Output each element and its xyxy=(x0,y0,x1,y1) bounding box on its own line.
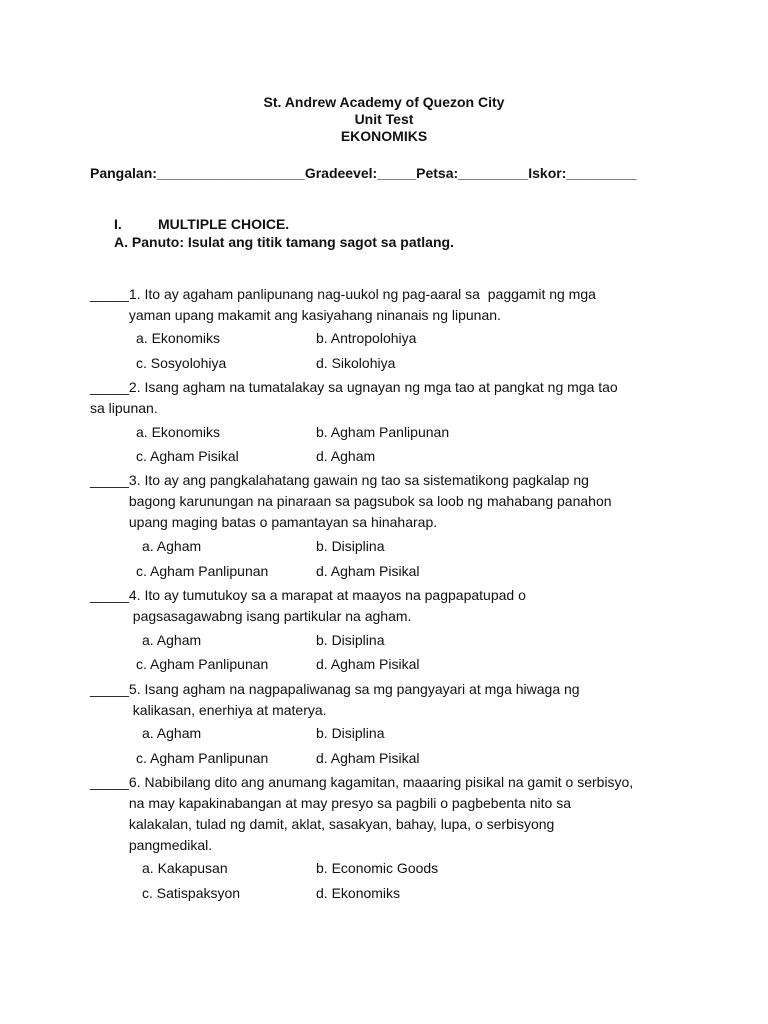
option-b: b. Agham Panlipunan xyxy=(316,424,450,440)
question-text-line: _____5. Isang agham na nagpapaliwanag sa mg pangyayari at mga hiwaga ng xyxy=(90,681,580,697)
option-d: d. Agham Pisikal xyxy=(316,656,420,672)
question-text-line: upang maging batas o pamantayan sa hinaharap. xyxy=(90,514,438,530)
student-info-line: Pangalan:___________________Gradeevel:_____Petsa:_________Iskor:_________ xyxy=(90,165,637,181)
option-a: a. Ekonomiks xyxy=(136,330,221,346)
test-type: Unit Test xyxy=(354,111,414,127)
section-heading xyxy=(114,216,289,232)
option-d: d. Agham Pisikal xyxy=(316,750,420,766)
document-header xyxy=(0,94,768,145)
section-number: I. xyxy=(114,216,122,232)
option-b: b. Disiplina xyxy=(316,725,385,741)
subject-title: EKONOMIKS xyxy=(340,128,428,144)
option-b: b. Economic Goods xyxy=(316,860,439,876)
question-text-line: _____1. Ito ay agaham panlipunang nag-uukol ng pag-aaral sa paggamit ng mga xyxy=(90,286,596,302)
option-c: c. Agham Pisikal xyxy=(136,448,239,464)
option-c: c. Agham Panlipunan xyxy=(136,656,269,672)
option-c: c. Agham Panlipunan xyxy=(136,750,269,766)
question-text-line: na may kapakinabangan at may presyo sa pagbili o pagbebenta nito sa xyxy=(90,795,571,811)
option-d: d. Agham Pisikal xyxy=(316,563,420,579)
question-text-line: pangmedikal. xyxy=(90,837,213,853)
section-title: MULTIPLE CHOICE. xyxy=(158,216,290,232)
option-c: c. Satispaksyon xyxy=(142,885,241,901)
option-c: c. Agham Panlipunan xyxy=(136,563,269,579)
option-a: a. Agham xyxy=(142,538,202,554)
question-1 xyxy=(90,284,680,326)
option-c: c. Sosyolohiya xyxy=(136,355,227,371)
option-d: d. Agham xyxy=(316,448,376,464)
option-a: a. Agham xyxy=(142,632,202,648)
question-3 xyxy=(90,470,680,533)
question-5 xyxy=(90,679,680,721)
option-a: a. Ekonomiks xyxy=(136,424,221,440)
option-b: b. Disiplina xyxy=(316,538,385,554)
school-name: St. Andrew Academy of Quezon City xyxy=(263,94,505,110)
question-text-line: _____4. Ito ay tumutukoy sa a marapat at maayos na pagpapatupad o xyxy=(90,587,526,603)
question-2 xyxy=(90,377,680,419)
question-text-line: _____2. Isang agham na tumatalakay sa ugnayan ng mga tao at pangkat ng mga tao xyxy=(90,379,618,395)
question-text-line: pagsasagawabng isang partikular na agham. xyxy=(90,608,412,624)
option-a: a. Kakapusan xyxy=(142,860,228,876)
question-6 xyxy=(90,772,680,856)
option-a: a. Agham xyxy=(142,725,202,741)
question-text-line: yaman upang makamit ang kasiyahang ninanais ng lipunan. xyxy=(90,307,501,323)
question-text-line: sa lipunan. xyxy=(90,400,158,416)
option-b: b. Disiplina xyxy=(316,632,385,648)
option-b: b. Antropolohiya xyxy=(316,330,417,346)
option-d: d. Ekonomiks xyxy=(316,885,401,901)
question-text-line: kalakalan, tulad ng damit, aklat, sasakyan, bahay, lupa, o serbisyong xyxy=(90,816,555,832)
instruction-line: A. Panuto: Isulat ang titik tamang sagot sa patlang. xyxy=(114,234,454,250)
question-4 xyxy=(90,585,680,627)
question-text-line: _____3. Ito ay ang pangkalahatang gawain ng tao sa sistematikong pagkalap ng xyxy=(90,472,589,488)
option-d: d. Sikolohiya xyxy=(316,355,396,371)
question-text-line: bagong karunungan na pinaraan sa pagsubok sa loob ng mahabang panahon xyxy=(90,493,612,509)
question-text-line: kalikasan, enerhiya at materya. xyxy=(90,702,327,718)
question-text-line: _____6. Nabibilang dito ang anumang kagamitan, maaaring pisikal na gamit o serbisyo, xyxy=(90,774,634,790)
